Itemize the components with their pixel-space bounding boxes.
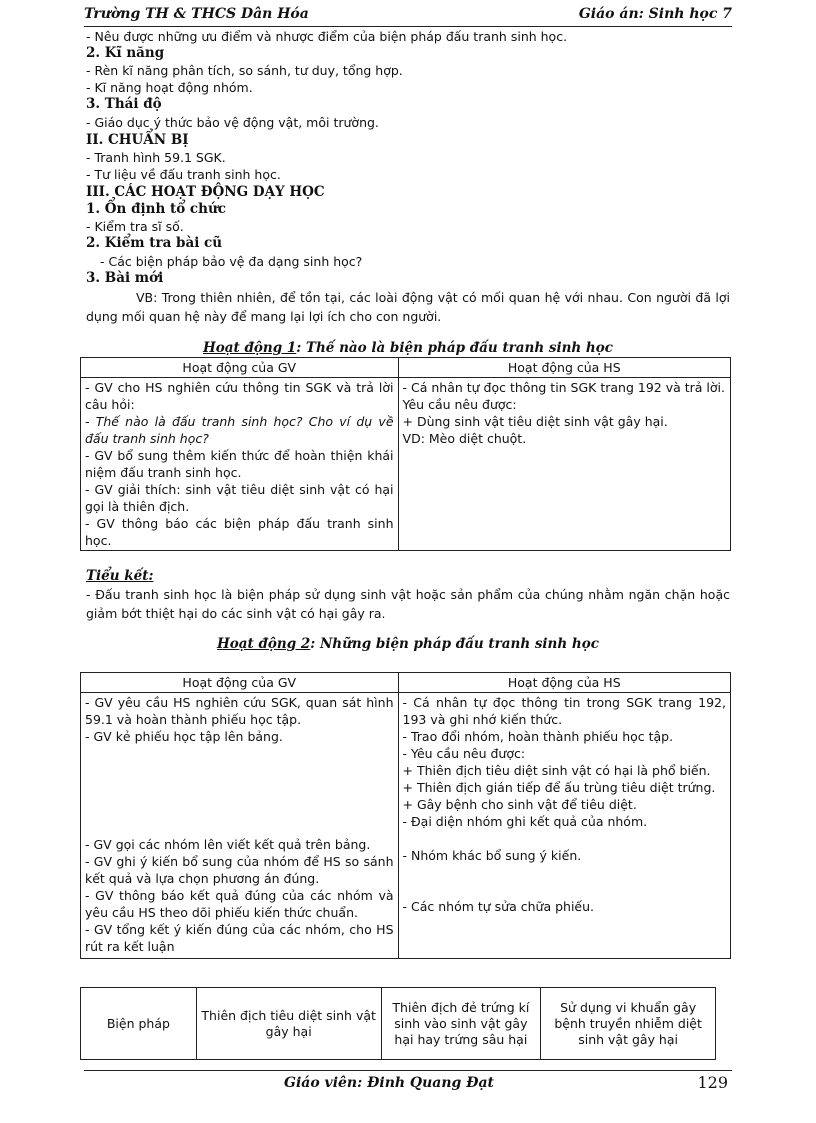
summary-label: Tiểu kết: xyxy=(86,568,154,584)
page-header xyxy=(84,4,732,27)
intro-line: - Kĩ năng hoạt động nhóm. xyxy=(86,80,253,95)
section-heading: 2. Kiểm tra bài cũ xyxy=(86,235,223,251)
measures-header: Sử dụng vi khuẩn gây bệnh truyền nhiễm diệt sinh vật gây hại xyxy=(541,988,716,1060)
intro-line: - Tranh hình 59.1 SGK. xyxy=(86,150,226,165)
hs-item: - Trao đổi nhóm, hoàn thành phiếu học tập. xyxy=(402,729,674,744)
subject-name: Giáo án: Sinh học 7 xyxy=(578,6,732,22)
activity1-label: Hoạt động 1 xyxy=(203,340,297,356)
col-gv-header: Hoạt động của GV xyxy=(81,673,399,693)
hs-cell xyxy=(398,693,730,959)
activity1-title xyxy=(0,340,816,356)
gv-item: - GV yêu cầu HS nghiên cứu SGK, quan sát hình 59.1 và hoàn thành phiếu học tập. xyxy=(85,695,394,727)
hs-item: + Thiên địch tiêu diệt sinh vật có hại là phổ biến. xyxy=(402,763,711,778)
hs-item: + Dùng sinh vật tiêu diệt sinh vật gây hại. xyxy=(402,414,668,429)
activity1-table xyxy=(80,357,731,551)
section-heading: 3. Bài mới xyxy=(86,270,164,286)
hs-item: + Gây bệnh cho sinh vật để tiêu diệt. xyxy=(402,797,637,812)
measures-header: Thiên địch đẻ trứng kí sinh vào sinh vật gây hại hay trứng sâu hại xyxy=(381,988,541,1060)
hs-cell xyxy=(398,378,730,551)
page-number: 129 xyxy=(697,1073,728,1092)
col-hs-header: Hoạt động của HS xyxy=(398,358,730,378)
hs-item: - Nhóm khác bổ sung ý kiến. xyxy=(402,848,582,863)
gv-question: - Thế nào là đấu tranh sinh học? Cho ví dụ về đấu tranh sinh học? xyxy=(85,414,394,446)
gv-item: - GV bổ sung thêm kiến thức để hoàn thiện khái niệm đấu tranh sinh học. xyxy=(85,448,394,480)
intro-line: - Nêu được những ưu điểm và nhược điểm của biện pháp đấu tranh sinh học. xyxy=(86,29,568,44)
activity2-title-text: : Những biện pháp đấu tranh sinh học xyxy=(310,636,599,652)
intro-line: - Giáo dục ý thức bảo vệ động vật, môi trường. xyxy=(86,115,379,130)
measures-table xyxy=(80,987,716,1060)
summary-text: - Đấu tranh sinh học là biện pháp sử dụng sinh vật hoặc sản phẩm của chúng nhằm ngăn chặn hoặc giảm bớt thiệt hại do các sinh vật có hại gây ra. xyxy=(86,587,730,621)
section-heading: II. CHUẨN BỊ xyxy=(86,132,189,148)
hs-item: - Đại diện nhóm ghi kết quả của nhóm. xyxy=(402,814,648,829)
measures-header: Biện pháp xyxy=(81,988,197,1060)
gv-cell xyxy=(81,693,399,959)
intro-line: - Các biện pháp bảo vệ đa dạng sinh học? xyxy=(100,254,363,269)
col-gv-header: Hoạt động của GV xyxy=(81,358,399,378)
page-footer xyxy=(84,1070,732,1093)
activity1-title-text: : Thế nào là biện pháp đấu tranh sinh học xyxy=(296,340,613,356)
gv-cell xyxy=(81,378,399,551)
gv-item: - GV kẻ phiếu học tập lên bảng. xyxy=(85,729,283,744)
section-heading: 2. Kĩ năng xyxy=(86,45,165,61)
gv-item: - GV giải thích: sinh vật tiêu diệt sinh vật có hại gọi là thiên địch. xyxy=(85,482,394,514)
hs-item: - Yêu cầu nêu được: xyxy=(402,746,526,761)
section-heading: III. CÁC HOẠT ĐỘNG DẠY HỌC xyxy=(86,184,325,200)
gv-item: - GV tổng kết ý kiến đúng của các nhóm, cho HS rút ra kết luận xyxy=(85,922,394,954)
col-hs-header: Hoạt động của HS xyxy=(398,673,730,693)
intro-line: - Rèn kĩ năng phân tích, so sánh, tư duy, tổng hợp. xyxy=(86,63,403,78)
activity2-title xyxy=(0,636,816,652)
activity2-table xyxy=(80,672,731,959)
intro-line: - Tư liệu về đấu tranh sinh học. xyxy=(86,167,281,182)
gv-item: - GV cho HS nghiên cứu thông tin SGK và trả lời câu hỏi: xyxy=(85,380,394,412)
teacher-name: Giáo viên: Đinh Quang Đạt xyxy=(284,1075,494,1091)
hs-item: + Thiên địch gián tiếp để ấu trùng tiêu diệt trứng. xyxy=(402,780,716,795)
gv-item: - GV ghi ý kiến bổ sung của nhóm để HS so sánh kết quả và lựa chọn phương án đúng. xyxy=(85,854,394,886)
school-name: Trường TH & THCS Dân Hóa xyxy=(84,6,309,22)
gv-item: - GV thông báo kết quả đúng của các nhóm và yêu cầu HS theo dõi phiếu kiến thức chuẩn. xyxy=(85,888,394,920)
intro-line: - Kiểm tra sĩ số. xyxy=(86,219,184,234)
hs-item: VD: Mèo diệt chuột. xyxy=(402,431,527,446)
hs-item: - Cá nhân tự đọc thông tin trong SGK trang 192, 193 và ghi nhớ kiến thức. xyxy=(402,695,726,727)
vb-paragraph: VB: Trong thiên nhiên, để tồn tại, các loài động vật có mối quan hệ với nhau. Con người đã lợi dụng mối quan hệ này để mang lại lợi ích cho con người. xyxy=(86,290,730,324)
section-heading: 1. Ổn định tổ chức xyxy=(86,201,226,217)
gv-item: - GV gọi các nhóm lên viết kết quả trên bảng. xyxy=(85,837,371,852)
section-heading: 3. Thái độ xyxy=(86,96,162,112)
activity2-label: Hoạt động 2 xyxy=(217,636,311,652)
gv-item: - GV thông báo các biện pháp đấu tranh sinh học. xyxy=(85,516,394,548)
hs-item: - Cá nhân tự đọc thông tin SGK trang 192 và trả lời. Yêu cầu nêu được: xyxy=(402,380,725,412)
measures-header: Thiên địch tiêu diệt sinh vật gây hại xyxy=(196,988,381,1060)
hs-item: - Các nhóm tự sửa chữa phiếu. xyxy=(402,899,595,914)
